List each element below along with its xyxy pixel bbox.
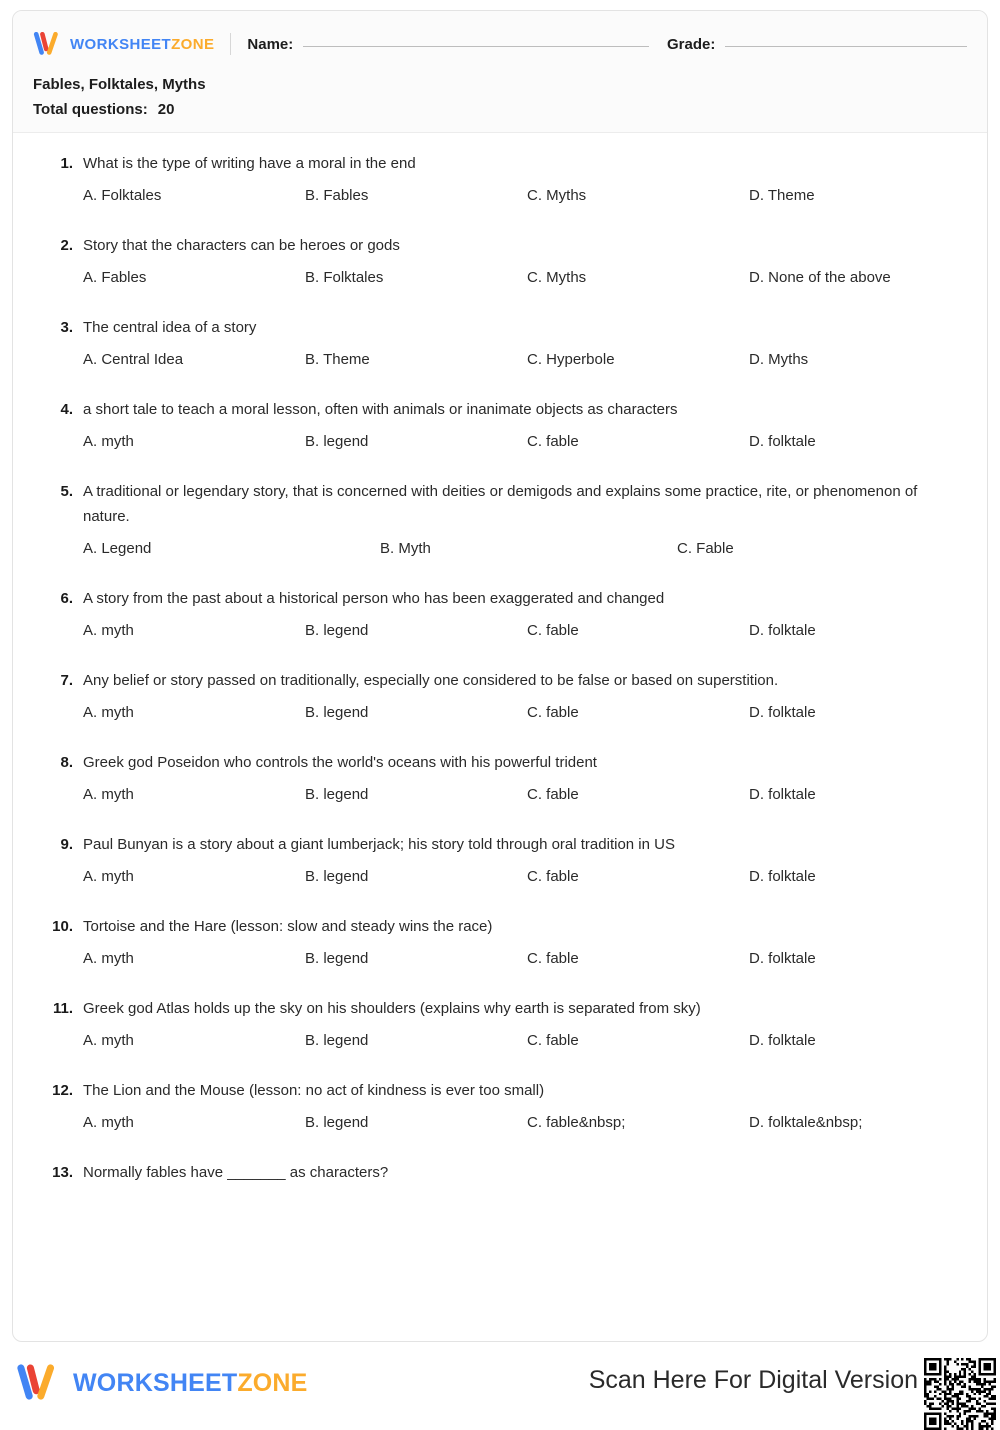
option-row [83,265,965,290]
option-row [83,536,965,561]
header-divider [230,33,231,55]
question-block [35,1160,965,1203]
answer-option[interactable]: D. Myths [749,350,809,368]
question-text: What is the type of writing have a moral in the end [83,154,416,172]
answer-option[interactable]: C. Myths [527,268,587,286]
question-text: A traditional or legendary story, that is concerned with deities or demigods and explains some practice, rite, or phenomenon of nature. [83,482,918,525]
question-block [35,233,965,308]
total-questions-value: 20 [157,100,175,118]
option-row [83,1110,965,1135]
answer-option[interactable]: B. legend [305,432,369,450]
question-line [35,750,965,775]
option-row [83,429,965,454]
option-row [83,946,965,971]
answer-option[interactable]: B. legend [305,703,369,721]
answer-option[interactable]: A. myth [83,432,134,450]
answer-option[interactable]: C. fable [527,432,579,450]
logo-word-worksheet: WORKSHEET [70,35,172,53]
question-line [35,586,965,611]
question-number: 13. [52,1163,73,1181]
logo-word-zone: ZONE [171,35,215,53]
answer-option[interactable]: B. legend [305,1113,369,1131]
questions-list [13,133,987,1220]
question-block [35,151,965,226]
answer-option[interactable]: D. Theme [749,186,815,204]
answer-option[interactable]: A. myth [83,1113,134,1131]
scan-here-text: Scan Here For Digital Version [588,1366,918,1394]
question-number: 1. [60,154,73,172]
question-spacer [35,725,965,743]
question-text: The central idea of a story [83,318,257,336]
answer-option[interactable]: A. myth [83,785,134,803]
answer-option[interactable]: A. Legend [83,539,152,557]
question-line [35,479,965,529]
answer-option[interactable]: C. fable&nbsp; [527,1113,626,1131]
option-row [83,700,965,725]
total-questions [33,102,967,118]
answer-option[interactable]: A. myth [83,867,134,885]
question-line [35,996,965,1021]
worksheet-zone-w-logo-icon [33,32,63,56]
question-block [35,479,965,579]
question-number: 10. [52,917,73,935]
question-spacer [35,454,965,472]
question-spacer [35,889,965,907]
header-logo [33,32,214,56]
name-field[interactable] [247,36,649,53]
question-line [35,832,965,857]
question-text: A story from the past about a historical person who has been exaggerated and changed [83,589,665,607]
answer-option[interactable]: D. None of the above [749,268,891,286]
question-block [35,315,965,390]
question-number: 4. [60,400,73,418]
answer-option[interactable]: D. folktale [749,432,816,450]
answer-option[interactable]: B. legend [305,785,369,803]
answer-option[interactable]: D. folktale [749,621,816,639]
question-line [35,1160,965,1185]
answer-option[interactable]: C. fable [527,621,579,639]
question-number: 2. [60,236,73,254]
grade-write-line[interactable] [725,46,967,47]
answer-option[interactable]: B. Myth [380,539,431,557]
answer-option[interactable]: C. fable [527,703,579,721]
footer-logo-wordmark [73,1369,308,1398]
answer-option[interactable]: A. Folktales [83,186,162,204]
answer-option[interactable]: D. folktale&nbsp; [749,1113,863,1131]
answer-option[interactable]: D. folktale [749,867,816,885]
question-line [35,914,965,939]
footer-logo [16,1364,308,1402]
question-block [35,1078,965,1153]
worksheet-header [13,11,987,133]
question-line [35,151,965,176]
grade-label: Grade: [667,35,716,53]
worksheet-title: Fables, Folktales, Myths [33,76,206,93]
question-number: 3. [60,318,73,336]
question-text: Normally fables have _______ as characters? [83,1163,389,1181]
name-write-line[interactable] [303,46,649,47]
question-block [35,586,965,661]
question-spacer [35,1185,965,1203]
answer-option[interactable]: B. Theme [305,350,370,368]
question-block [35,750,965,825]
question-number: 7. [60,671,73,689]
header-top-row [33,29,967,59]
question-line [35,397,965,422]
grade-field[interactable] [667,36,967,53]
option-row [83,864,965,889]
answer-option[interactable]: B. legend [305,621,369,639]
question-text: Story that the characters can be heroes or gods [83,236,400,254]
question-number: 5. [60,482,73,500]
qr-code-svg [924,1358,996,1430]
question-text: Any belief or story passed on traditionally, especially one considered to be false or based on superstition. [83,671,779,689]
answer-option[interactable]: B. legend [305,1031,369,1049]
option-row [83,782,965,807]
option-row [83,183,965,208]
answer-option[interactable]: A. myth [83,949,134,967]
question-number: 11. [52,999,73,1017]
question-text: Greek god Atlas holds up the sky on his shoulders (explains why earth is separated from sky) [83,999,701,1017]
answer-option[interactable]: D. folktale [749,703,816,721]
worksheet-zone-w-logo-icon [16,1364,62,1402]
total-questions-label: Total questions: [33,100,148,118]
footer-logo-word-zone: ZONE [237,1368,308,1397]
worksheet-card [12,10,988,1342]
answer-option[interactable]: C. fable [527,867,579,885]
question-number: 8. [60,753,73,771]
name-label: Name: [247,35,294,53]
question-text: Greek god Poseidon who controls the world's oceans with his powerful trident [83,753,597,771]
question-block [35,397,965,472]
answer-option[interactable]: C. Hyperbole [527,350,615,368]
answer-option[interactable]: B. legend [305,867,369,885]
footer-logo-word-worksheet: WORKSHEET [73,1368,238,1397]
question-number: 6. [60,589,73,607]
worksheet-footer [0,1358,1000,1414]
question-spacer [35,643,965,661]
question-block [35,914,965,989]
question-text: Tortoise and the Hare (lesson: slow and steady wins the race) [83,917,493,935]
answer-option[interactable]: A. myth [83,621,134,639]
question-block [35,996,965,1071]
answer-option[interactable]: B. legend [305,949,369,967]
logo-wordmark [70,36,214,53]
answer-option[interactable]: D. folktale [749,785,816,803]
question-text: a short tale to teach a moral lesson, often with animals or inanimate objects as characters [83,400,678,418]
question-block [35,832,965,907]
question-spacer [35,1135,965,1153]
answer-option[interactable]: B. Fables [305,186,369,204]
answer-option[interactable]: C. fable [527,949,579,967]
question-spacer [35,372,965,390]
answer-option[interactable]: A. myth [83,1031,134,1049]
answer-option[interactable]: C. fable [527,785,579,803]
question-spacer [35,208,965,226]
question-line [35,233,965,258]
answer-option[interactable]: C. Fable [677,539,734,557]
answer-option[interactable]: B. Folktales [305,268,384,286]
question-number: 12. [52,1081,73,1099]
question-block [35,668,965,743]
question-spacer [35,290,965,308]
question-spacer [35,1053,965,1071]
question-spacer [35,971,965,989]
option-row [83,1028,965,1053]
question-line [35,668,965,693]
answer-option[interactable]: D. folktale [749,949,816,967]
answer-option[interactable]: C. fable [527,1031,579,1049]
question-line [35,1078,965,1103]
answer-option[interactable]: C. Myths [527,186,587,204]
option-row [83,618,965,643]
answer-option[interactable]: A. Central Idea [83,350,184,368]
qr-code-icon[interactable] [924,1358,996,1430]
question-text: Paul Bunyan is a story about a giant lumberjack; his story told through oral tradition in US [83,835,675,853]
question-line [35,315,965,340]
question-spacer [35,807,965,825]
option-row [83,347,965,372]
question-spacer [35,561,965,579]
question-text: The Lion and the Mouse (lesson: no act of kindness is ever too small) [83,1081,545,1099]
answer-option[interactable]: D. folktale [749,1031,816,1049]
question-number: 9. [60,835,73,853]
answer-option[interactable]: A. myth [83,703,134,721]
answer-option[interactable]: A. Fables [83,268,147,286]
